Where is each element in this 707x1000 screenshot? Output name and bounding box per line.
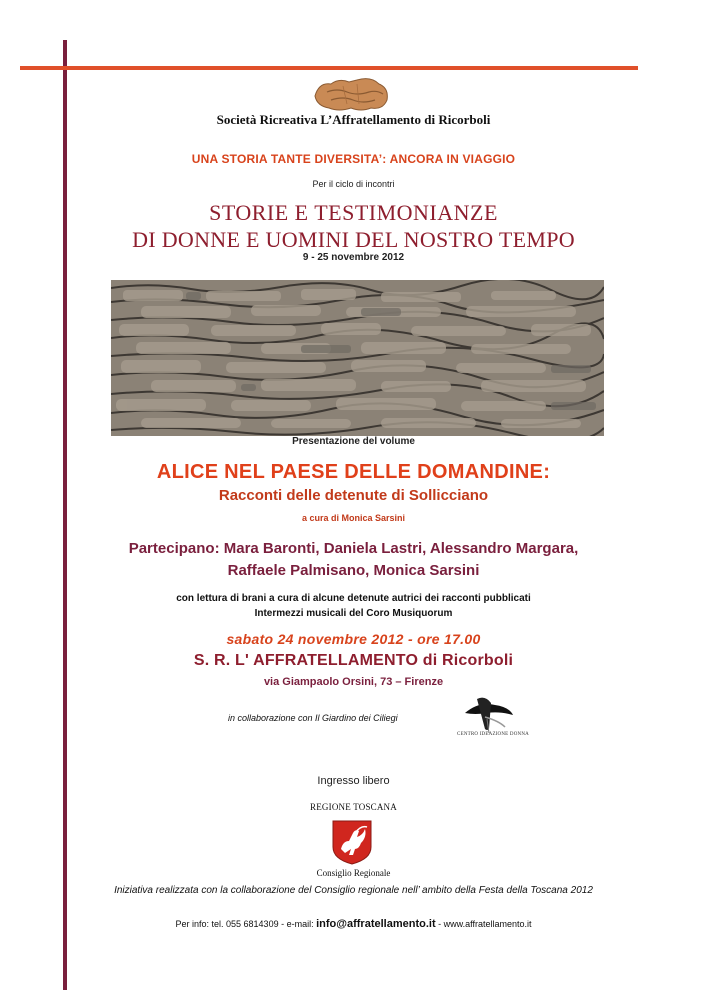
book-title: ALICE NEL PAESE DELLE DOMANDINE: [156, 461, 551, 483]
series-title-line1: STORIE E TESTIMONIANZE [209, 200, 498, 225]
series-title-line2: DI DONNE E UOMINI DEL NOSTRO TEMPO [132, 227, 575, 252]
event-datetime: sabato 24 novembre 2012 - ore 17.00 [226, 631, 481, 647]
music-note: Intermezzi musicali del Coro Musiquorum [254, 608, 453, 619]
council-name: Consiglio Regionale [316, 868, 391, 878]
book-curator: a cura di Monica Sarsini [301, 513, 406, 523]
horizontal-rule [20, 66, 638, 70]
pegasus-crest-icon [331, 819, 373, 865]
email-link[interactable]: info@affratellamento.it [316, 918, 436, 930]
event-address: via Giampaolo Orsini, 73 – Firenze [263, 676, 444, 688]
series-motto: UNA STORIA TANTE DIVERSITA’: ANCORA IN VIAGGIO [191, 152, 516, 166]
contact-info [0, 918, 707, 930]
event-venue: S. R. L' AFFRATELLAMENTO di Ricorboli [193, 652, 514, 669]
participants-line1: Partecipano: Mara Baronti, Daniela Lastri, Alessandro Margara, [128, 540, 579, 557]
handshake-emblem-icon [313, 74, 391, 114]
collaboration-note: in collaborazione con Il Giardino dei Ciliegi [228, 713, 398, 723]
book-subtitle: Racconti delle detenute di Sollicciano [218, 487, 489, 504]
hat-and-ribbon-logo-icon [459, 693, 515, 733]
contact-separator: - [435, 919, 444, 929]
reading-note: con lettura di brani a cura di alcune detenute autrici dei racconti pubblicati [176, 593, 531, 604]
website-link[interactable]: www.affratellamento.it [443, 919, 532, 929]
cycle-intro: Per il ciclo di incontri [312, 179, 395, 189]
presentation-label: Presentazione del volume [292, 436, 415, 447]
partner-logo-label: CENTRO IDEAZIONE DONNA [457, 732, 529, 737]
stone-wall-photo [111, 280, 604, 436]
society-name: Società Ricreativa L’Affratellamento di Ricorboli [216, 112, 491, 127]
participants-line2: Raffaele Palmisano, Monica Sarsini [227, 562, 480, 579]
region-name: REGIONE TOSCANA [310, 802, 397, 812]
initiative-note: Iniziativa realizzata con la collaborazione del Consiglio regionale nell’ ambito della Festa della Toscana 2012 [114, 885, 593, 896]
entry-note: Ingresso libero [317, 775, 390, 787]
series-dates: 9 - 25 novembre 2012 [302, 252, 405, 263]
contact-prefix: Per info: tel. 055 6814309 - e-mail: [175, 919, 317, 929]
